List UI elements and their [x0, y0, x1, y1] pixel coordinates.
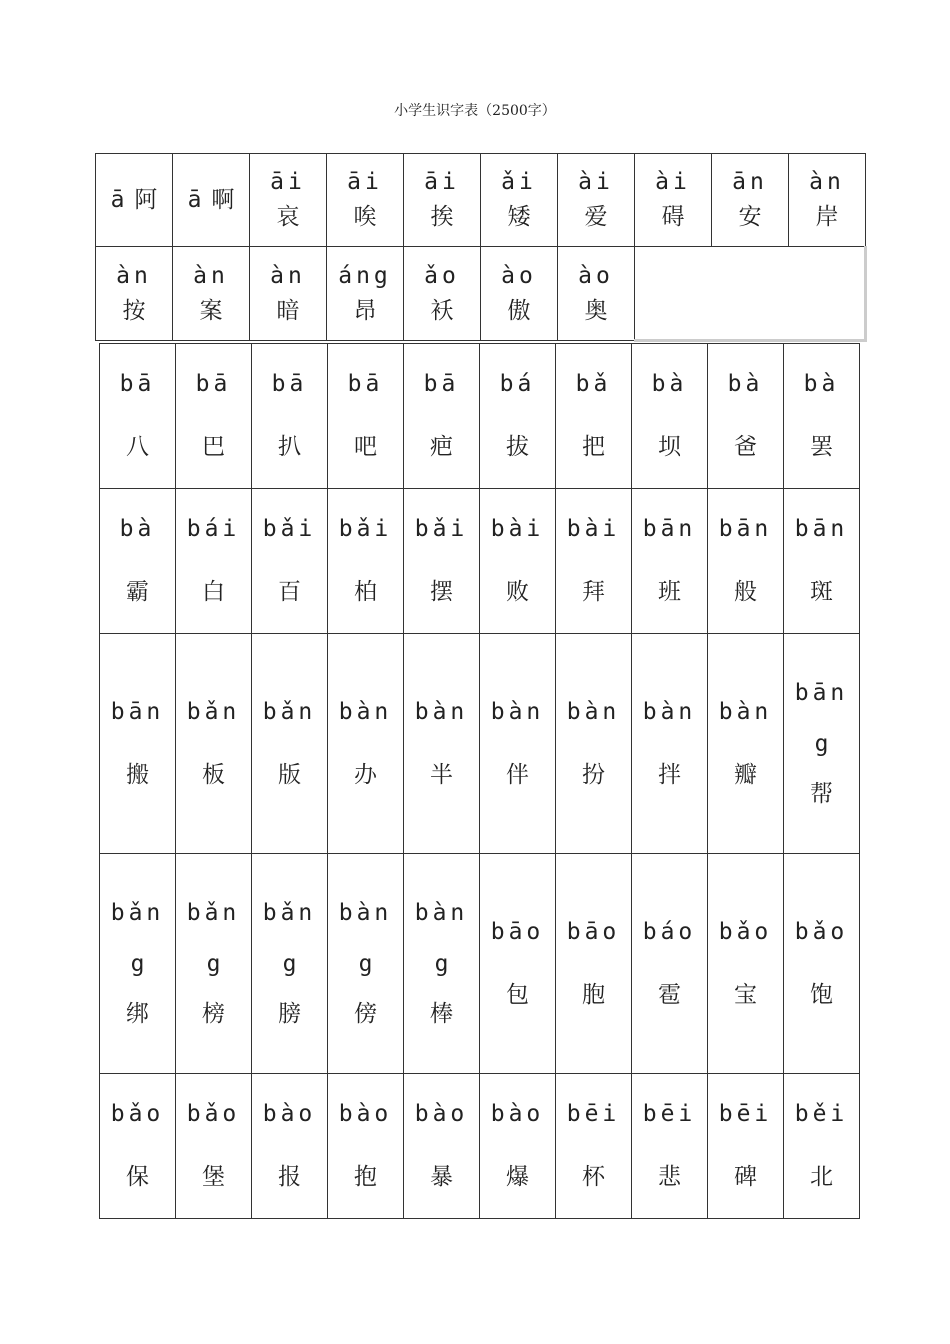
hanzi: 帮 [810, 780, 833, 807]
pinyin-wrap: g [814, 730, 829, 757]
hanzi: 拜 [582, 579, 605, 605]
hanzi: 保 [126, 1164, 149, 1190]
pinyin: bā [119, 371, 156, 397]
pinyin: ǎo [424, 262, 460, 289]
pinyin: bàn [338, 899, 393, 926]
pinyin: áng [338, 262, 392, 289]
hanzi: 挨 [430, 204, 454, 230]
char-cell [252, 489, 328, 634]
hanzi: 白 [202, 579, 225, 605]
pinyin-wrap: g [206, 950, 221, 977]
pinyin: bān [718, 516, 773, 542]
pinyin: bàn [718, 698, 773, 725]
char-cell [250, 154, 327, 247]
pinyin: bǎn [186, 899, 241, 926]
char-cell [328, 634, 404, 854]
pinyin: āi [424, 169, 460, 195]
hanzi: 暗 [276, 297, 300, 324]
hanzi: 包 [506, 981, 529, 1008]
pinyin: ài [655, 169, 691, 195]
pinyin: bǎo [794, 918, 849, 945]
hanzi: 按 [122, 297, 146, 324]
char-cell [556, 1074, 632, 1219]
pinyin: bǎo [110, 1101, 165, 1127]
hanzi: 哀 [276, 204, 300, 230]
pinyin: ā [187, 186, 202, 213]
pinyin: bàn [566, 698, 621, 725]
char-cell [250, 247, 327, 341]
hanzi: 岸 [815, 204, 839, 230]
pinyin: bǎi [338, 516, 393, 542]
char-cell [176, 489, 252, 634]
hanzi: 罢 [810, 434, 833, 460]
hanzi: 爆 [506, 1164, 529, 1190]
hanzi: 啊 [211, 186, 235, 213]
pinyin: ān [732, 169, 768, 195]
hanzi: 半 [430, 761, 453, 788]
char-cell [558, 154, 635, 247]
char-cell [712, 154, 789, 247]
char-cell [404, 489, 480, 634]
char-cell [404, 634, 480, 854]
pinyin: bàn [414, 698, 469, 725]
hanzi: 柏 [354, 579, 377, 605]
hanzi: 疤 [430, 434, 453, 460]
hanzi: 拌 [658, 761, 681, 788]
hanzi: 把 [582, 434, 605, 460]
char-cell [784, 854, 860, 1074]
char-cell [558, 247, 635, 341]
char-cell [708, 634, 784, 854]
char-cell [480, 1074, 556, 1219]
char-cell [481, 247, 558, 341]
pinyin: bǎn [262, 698, 317, 725]
char-cell [708, 1074, 784, 1219]
hanzi: 棒 [430, 1000, 453, 1027]
pinyin: bà [803, 371, 840, 397]
hanzi: 爱 [584, 204, 608, 230]
char-cell [327, 247, 404, 341]
pinyin: bào [338, 1101, 393, 1127]
pinyin: ào [578, 262, 614, 289]
hanzi: 伴 [506, 761, 529, 788]
pinyin: bā [195, 371, 232, 397]
pinyin: bàn [338, 698, 393, 725]
pinyin: bàn [490, 698, 545, 725]
char-cell [632, 854, 708, 1074]
hanzi: 绑 [126, 1000, 149, 1027]
char-cell [252, 854, 328, 1074]
character-table-b [99, 343, 860, 1219]
char-cell [100, 854, 176, 1074]
page-title: 小学生识字表（2500字） [394, 103, 556, 119]
char-cell [176, 1074, 252, 1219]
pinyin: ào [501, 262, 537, 289]
char-cell [632, 344, 708, 489]
pinyin: bāo [566, 918, 621, 945]
char-cell [784, 634, 860, 854]
hanzi: 报 [278, 1164, 301, 1190]
hanzi: 抱 [354, 1164, 377, 1190]
hanzi: 北 [810, 1164, 833, 1190]
hanzi: 案 [199, 297, 223, 324]
char-cell [252, 344, 328, 489]
char-cell [556, 489, 632, 634]
char-cell [632, 489, 708, 634]
char-cell [173, 154, 250, 247]
hanzi: 爸 [734, 434, 757, 460]
pinyin: āi [270, 169, 306, 195]
char-cell [404, 154, 481, 247]
pinyin: bá [499, 371, 536, 397]
char-cell [404, 1074, 480, 1219]
table-row [100, 854, 860, 1074]
table-row [100, 344, 860, 489]
char-cell [632, 634, 708, 854]
hanzi: 膀 [278, 1000, 301, 1027]
char-cell [556, 344, 632, 489]
pinyin: běi [794, 1101, 849, 1127]
pinyin: ǎi [501, 169, 537, 195]
hanzi: 悲 [658, 1164, 681, 1190]
hanzi: 巴 [202, 434, 225, 460]
pinyin: bái [186, 516, 241, 542]
pinyin-wrap: g [434, 950, 449, 977]
hanzi: 搬 [126, 761, 149, 788]
hanzi: 矮 [507, 204, 531, 230]
pinyin: bǎi [414, 516, 469, 542]
hanzi: 奥 [584, 297, 608, 324]
pinyin: bān [642, 516, 697, 542]
char-cell [176, 634, 252, 854]
char-cell [480, 854, 556, 1074]
pinyin: bāo [490, 918, 545, 945]
char-cell [480, 634, 556, 854]
char-cell [480, 489, 556, 634]
pinyin: àn [270, 262, 306, 289]
char-cell [173, 247, 250, 341]
pinyin: bàn [642, 698, 697, 725]
hanzi: 吧 [354, 434, 377, 460]
hanzi: 碑 [734, 1164, 757, 1190]
char-cell [789, 154, 866, 247]
char-cell [556, 634, 632, 854]
char-cell [176, 854, 252, 1074]
pinyin: ài [578, 169, 614, 195]
hanzi: 瓣 [734, 761, 757, 788]
char-cell [100, 489, 176, 634]
char-cell [100, 1074, 176, 1219]
character-table-a [95, 153, 867, 342]
hanzi: 傲 [507, 297, 531, 324]
hanzi: 班 [658, 579, 681, 605]
table-row [100, 1074, 860, 1219]
char-cell [784, 1074, 860, 1219]
pinyin: àn [809, 169, 845, 195]
table-row [96, 154, 866, 247]
hanzi: 扒 [278, 434, 301, 460]
pinyin: bǎn [186, 698, 241, 725]
pinyin: āi [347, 169, 383, 195]
pinyin-wrap: g [282, 950, 297, 977]
hanzi: 雹 [658, 981, 681, 1008]
pinyin: bēi [642, 1101, 697, 1127]
char-cell [404, 854, 480, 1074]
pinyin: bēi [718, 1101, 773, 1127]
pinyin: bēi [566, 1101, 621, 1127]
char-cell [252, 1074, 328, 1219]
hanzi: 杯 [582, 1164, 605, 1190]
char-cell [100, 344, 176, 489]
pinyin: bān [110, 698, 165, 725]
hanzi: 胞 [582, 981, 605, 1008]
hanzi: 饱 [810, 981, 833, 1008]
hanzi: 百 [278, 579, 301, 605]
pinyin: bān [794, 679, 849, 706]
pinyin: bǎ [575, 371, 612, 397]
hanzi: 宝 [734, 981, 757, 1008]
char-cell [96, 247, 173, 341]
pinyin: bà [119, 516, 156, 542]
blank-cell [635, 247, 866, 341]
hanzi: 安 [738, 204, 762, 230]
pinyin: ā [110, 186, 125, 213]
pinyin: bǎo [718, 918, 773, 945]
hanzi: 暴 [430, 1164, 453, 1190]
char-cell [328, 1074, 404, 1219]
char-cell [328, 344, 404, 489]
pinyin: bǎn [110, 899, 165, 926]
hanzi: 败 [506, 579, 529, 605]
pinyin-wrap: g [130, 950, 145, 977]
hanzi: 袄 [430, 297, 454, 324]
char-cell [327, 154, 404, 247]
hanzi: 昂 [353, 297, 377, 324]
pinyin: bào [262, 1101, 317, 1127]
char-cell [784, 489, 860, 634]
table-row [100, 489, 860, 634]
pinyin: bà [727, 371, 764, 397]
hanzi: 坝 [658, 434, 681, 460]
pinyin: àn [193, 262, 229, 289]
pinyin: báo [642, 918, 697, 945]
char-cell [708, 489, 784, 634]
hanzi: 霸 [126, 579, 149, 605]
hanzi: 唉 [353, 204, 377, 230]
pinyin: bān [794, 516, 849, 542]
hanzi: 榜 [202, 1000, 225, 1027]
char-cell [176, 344, 252, 489]
char-cell [100, 634, 176, 854]
hanzi: 阿 [134, 186, 158, 213]
char-cell [328, 489, 404, 634]
pinyin: bài [566, 516, 621, 542]
char-cell [635, 154, 712, 247]
pinyin: bā [347, 371, 384, 397]
hanzi: 版 [278, 761, 301, 788]
pinyin: àn [116, 262, 152, 289]
hanzi: 八 [126, 434, 149, 460]
char-cell [404, 247, 481, 341]
char-cell [252, 634, 328, 854]
pinyin: bàn [414, 899, 469, 926]
hanzi: 堡 [202, 1164, 225, 1190]
pinyin: bǎn [262, 899, 317, 926]
hanzi: 拔 [506, 434, 529, 460]
hanzi: 办 [354, 761, 377, 788]
table-row [100, 634, 860, 854]
hanzi: 板 [202, 761, 225, 788]
char-cell [328, 854, 404, 1074]
hanzi: 碍 [661, 204, 685, 230]
char-cell [632, 1074, 708, 1219]
table-row [96, 247, 866, 341]
pinyin: bà [651, 371, 688, 397]
char-cell [404, 344, 480, 489]
char-cell [784, 344, 860, 489]
char-cell [481, 154, 558, 247]
pinyin: bào [414, 1101, 469, 1127]
pinyin: bā [423, 371, 460, 397]
char-cell [480, 344, 556, 489]
pinyin: bǎo [186, 1101, 241, 1127]
pinyin: bào [490, 1101, 545, 1127]
hanzi: 傍 [354, 1000, 377, 1027]
char-cell [708, 854, 784, 1074]
char-cell [708, 344, 784, 489]
hanzi: 般 [734, 579, 757, 605]
pinyin-wrap: g [358, 950, 373, 977]
char-cell [96, 154, 173, 247]
pinyin: bā [271, 371, 308, 397]
pinyin: bǎi [262, 516, 317, 542]
hanzi: 摆 [430, 579, 453, 605]
hanzi: 斑 [810, 579, 833, 605]
pinyin: bài [490, 516, 545, 542]
char-cell [556, 854, 632, 1074]
hanzi: 扮 [582, 761, 605, 788]
